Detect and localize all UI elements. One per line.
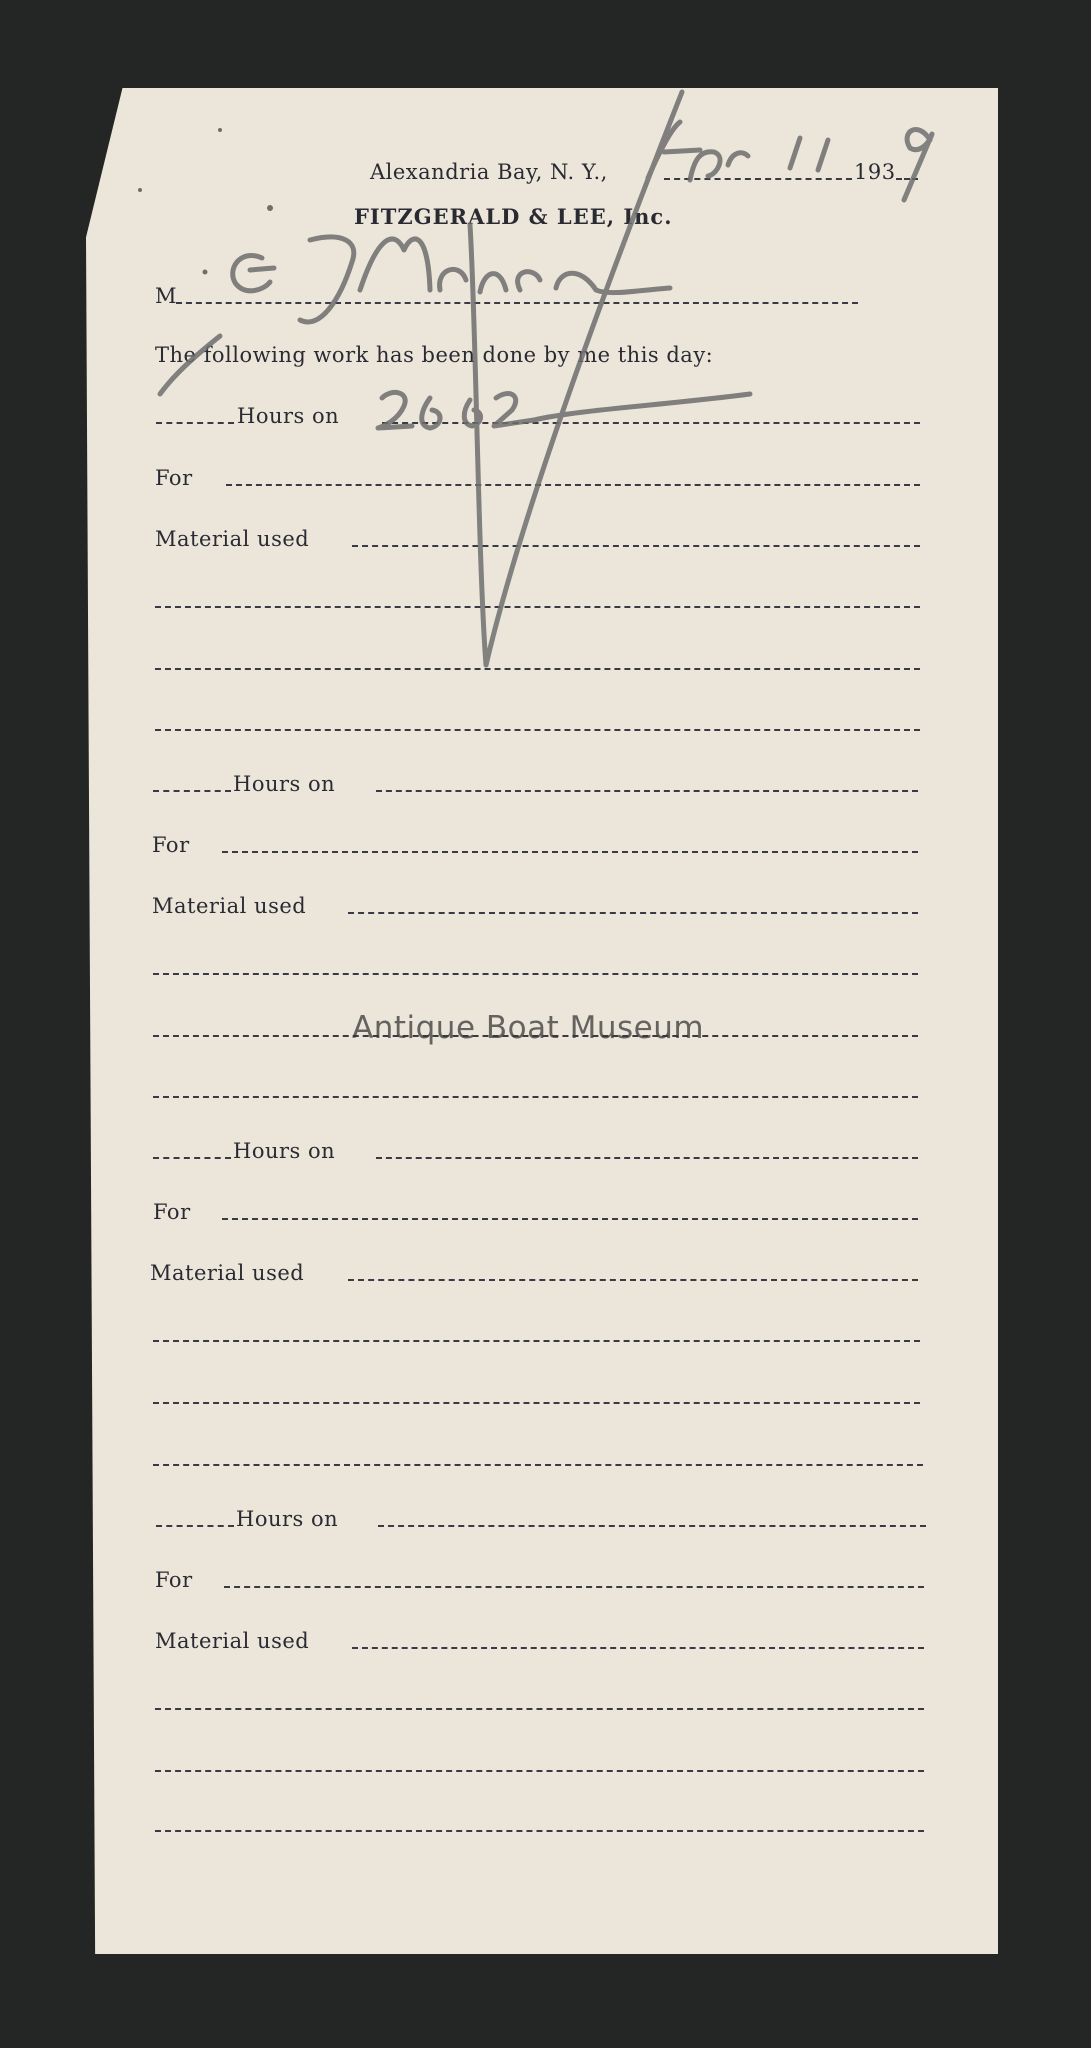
hours-label: Hours on (237, 404, 340, 428)
watermark: Antique Boat Museum (352, 1010, 705, 1046)
material-label: Material used (155, 527, 310, 551)
intro-text: The following work has been done by me this day: (155, 343, 714, 367)
year-label: 193 (854, 160, 896, 184)
hours-label: Hours on (233, 1139, 336, 1163)
for-label: For (155, 466, 193, 490)
company-name: FITZGERALD & LEE, Inc. (354, 204, 673, 229)
material-label: Material used (155, 1629, 310, 1653)
hours-label: Hours on (233, 772, 336, 796)
place-label: Alexandria Bay, N. Y., (370, 160, 608, 184)
hours-label: Hours on (236, 1507, 339, 1531)
for-label: For (155, 1568, 193, 1592)
m-label: M (155, 284, 178, 308)
for-label: For (153, 1200, 191, 1224)
for-label: For (152, 833, 190, 857)
material-label: Material used (150, 1261, 305, 1285)
material-label: Material used (152, 894, 307, 918)
